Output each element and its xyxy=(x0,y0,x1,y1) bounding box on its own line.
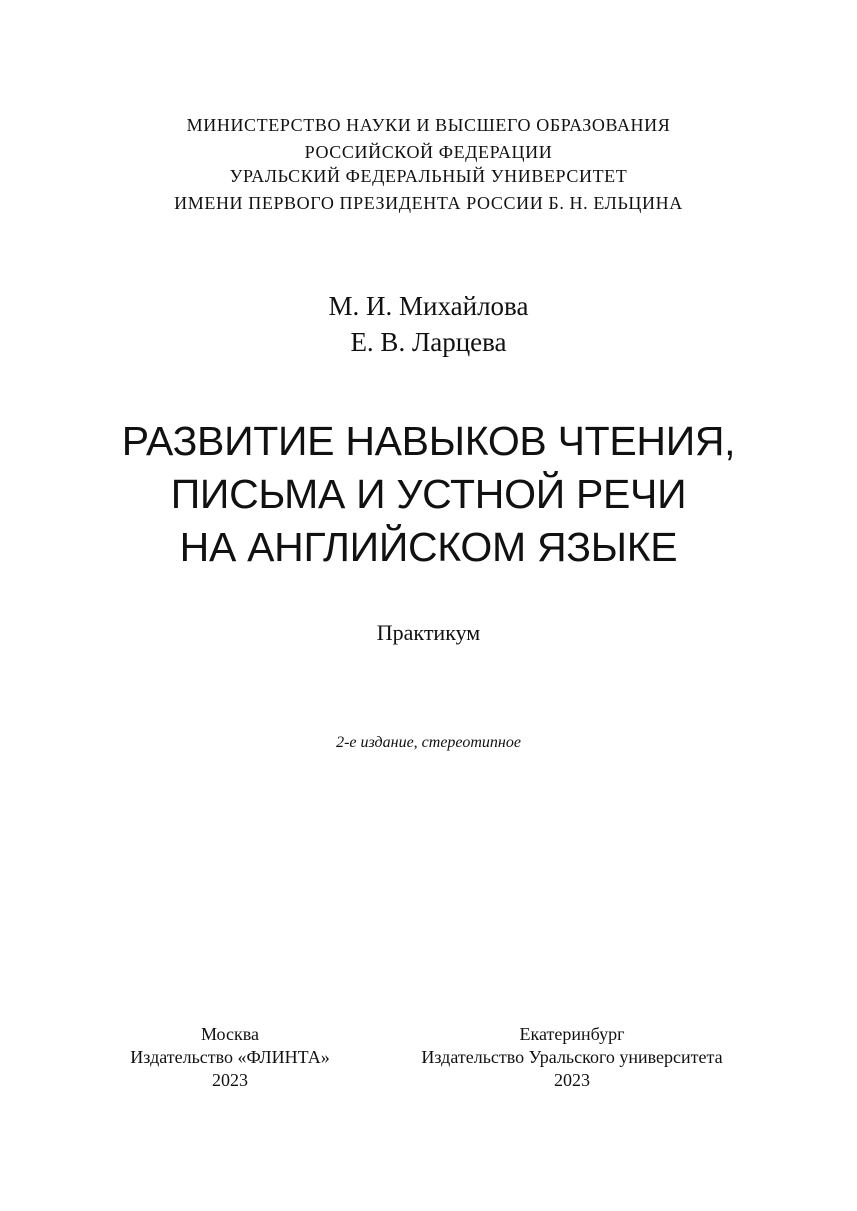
title-line-1: РАЗВИТИЕ НАВЫКОВ ЧТЕНИЯ, xyxy=(121,418,736,464)
imprint-year: 2023 xyxy=(212,1070,248,1090)
title-line-2: ПИСЬМА И УСТНОЙ РЕЧИ xyxy=(170,471,687,517)
ministry-line-2: РОССИЙСКОЙ ФЕДЕРАЦИИ xyxy=(304,142,553,162)
university-line-1: УРАЛЬСКИЙ ФЕДЕРАЛЬНЫЙ УНИВЕРСИТЕТ xyxy=(229,166,628,186)
ministry-line-1: МИНИСТЕРСТВО НАУКИ И ВЫСШЕГО ОБРАЗОВАНИЯ xyxy=(186,115,671,135)
author-2: Е. В. Ларцева xyxy=(350,327,507,357)
edition-note: 2-е издание, стереотипное xyxy=(336,734,521,751)
imprint-moscow xyxy=(110,1023,350,1092)
title-line-3: НА АНГЛИЙСКОМ ЯЗЫКЕ xyxy=(179,524,678,570)
authors-block xyxy=(0,288,857,360)
publication-type: Практикум xyxy=(376,620,481,645)
university-heading xyxy=(0,163,857,217)
university-line-2: ИМЕНИ ПЕРВОГО ПРЕЗИДЕНТА РОССИИ Б. Н. ЕЛЬЦИНА xyxy=(174,193,683,213)
book-title xyxy=(0,415,857,574)
imprint-year: 2023 xyxy=(554,1070,590,1090)
ministry-heading xyxy=(0,112,857,166)
author-1: М. И. Михайлова xyxy=(328,291,529,321)
imprint-city: Екатеринбург xyxy=(519,1024,625,1044)
imprint-publisher: Издательство Уральского университета xyxy=(421,1047,723,1067)
imprint-yekaterinburg xyxy=(402,1023,742,1092)
imprint-city: Москва xyxy=(201,1024,259,1044)
imprint-publisher: Издательство «ФЛИНТА» xyxy=(130,1047,330,1067)
